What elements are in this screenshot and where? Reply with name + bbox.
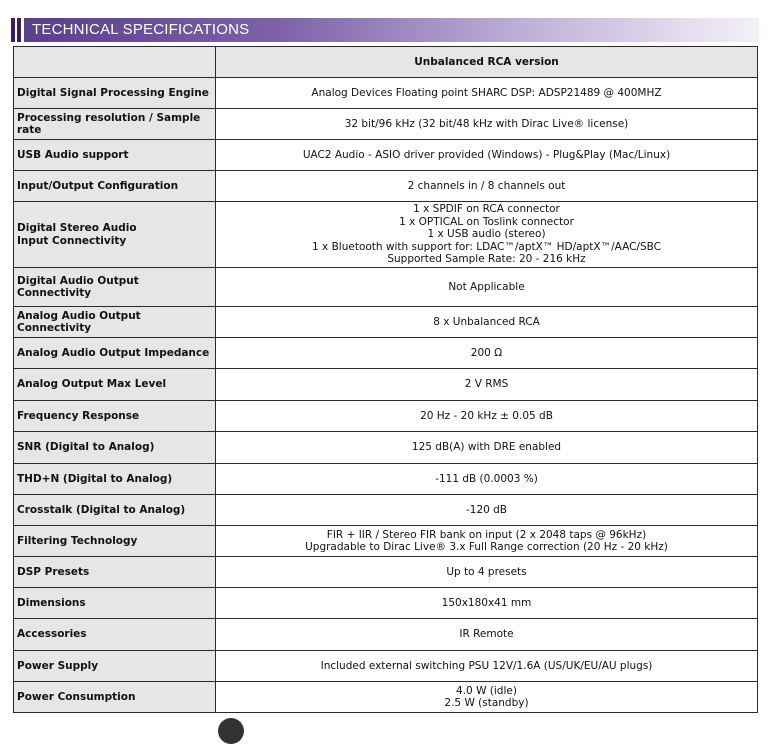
spec-label: Digital Stereo Audio Input Connectivity — [14, 202, 216, 268]
spec-row — [14, 307, 758, 338]
spec-value: FIR + IIR / Stereo FIR bank on input (2 x 2048 taps @ 96kHz) Upgradable to Dirac Live® 3.x Full Range correction (20 Hz - 20 kHz) — [216, 526, 758, 557]
spec-value: 32 bit/96 kHz (32 bit/48 kHz with Dirac Live® license) — [216, 109, 758, 140]
spec-value: 200 Ω — [216, 338, 758, 369]
spec-label: Analog Output Max Level — [14, 369, 216, 401]
spec-value: 2 channels in / 8 channels out — [216, 171, 758, 202]
page-corner-mark — [218, 718, 244, 744]
spec-label: DSP Presets — [14, 557, 216, 588]
spec-table — [13, 46, 758, 713]
spec-value: 125 dB(A) with DRE enabled — [216, 432, 758, 464]
spec-row — [14, 651, 758, 682]
spec-label: Analog Audio Output Connectivity — [14, 307, 216, 338]
spec-label: Dimensions — [14, 588, 216, 619]
spec-value: 4.0 W (idle) 2.5 W (standby) — [216, 682, 758, 713]
spec-value: Analog Devices Floating point SHARC DSP: ADSP21489 @ 400MHZ — [216, 78, 758, 109]
spec-label: USB Audio support — [14, 140, 216, 171]
spec-value: -111 dB (0.0003 %) — [216, 464, 758, 495]
spec-value: IR Remote — [216, 619, 758, 651]
spec-value: UAC2 Audio - ASIO driver provided (Windows) - Plug&Play (Mac/Linux) — [216, 140, 758, 171]
table-header-row — [14, 47, 758, 78]
spec-value: 1 x SPDIF on RCA connector 1 x OPTICAL on Toslink connector 1 x USB audio (stereo) 1 x Bluetooth with support for: LDAC™/aptX™ HD/aptX™/AAC/SBC Supported Sample Rate: 20 - 216 kHz — [216, 202, 758, 268]
spec-value: Up to 4 presets — [216, 557, 758, 588]
spec-label: Digital Signal Processing Engine — [14, 78, 216, 109]
spec-row — [14, 109, 758, 140]
spec-value: Included external switching PSU 12V/1.6A (US/UK/EU/AU plugs) — [216, 651, 758, 682]
spec-row — [14, 619, 758, 651]
spec-row — [14, 369, 758, 401]
spec-row — [14, 588, 758, 619]
spec-value: 20 Hz - 20 kHz ± 0.05 dB — [216, 401, 758, 432]
spec-label: Filtering Technology — [14, 526, 216, 557]
spec-row — [14, 401, 758, 432]
spec-row — [14, 495, 758, 526]
spec-row — [14, 78, 758, 109]
spec-label: Power Supply — [14, 651, 216, 682]
spec-label: Input/Output Configuration — [14, 171, 216, 202]
spec-label: Analog Audio Output Impedance — [14, 338, 216, 369]
spec-row — [14, 268, 758, 307]
header-empty-cell — [14, 47, 216, 78]
spec-label: Processing resolution / Sample rate — [14, 109, 216, 140]
header-accent-bar — [11, 18, 15, 42]
spec-label: Digital Audio Output Connectivity — [14, 268, 216, 307]
spec-row — [14, 171, 758, 202]
spec-row — [14, 202, 758, 268]
spec-label: Crosstalk (Digital to Analog) — [14, 495, 216, 526]
header-accent-bar — [17, 18, 21, 42]
spec-value: 2 V RMS — [216, 369, 758, 401]
version-header: Unbalanced RCA version — [216, 47, 758, 78]
spec-row — [14, 432, 758, 464]
spec-label: Accessories — [14, 619, 216, 651]
spec-value: 8 x Unbalanced RCA — [216, 307, 758, 338]
spec-value: 150x180x41 mm — [216, 588, 758, 619]
spec-row — [14, 526, 758, 557]
spec-row — [14, 464, 758, 495]
spec-label: Power Consumption — [14, 682, 216, 713]
spec-label: THD+N (Digital to Analog) — [14, 464, 216, 495]
spec-label: Frequency Response — [14, 401, 216, 432]
section-title: TECHNICAL SPECIFICATIONS — [32, 21, 250, 38]
spec-row — [14, 140, 758, 171]
section-header — [0, 14, 771, 44]
spec-row — [14, 682, 758, 713]
spec-label: SNR (Digital to Analog) — [14, 432, 216, 464]
spec-value: -120 dB — [216, 495, 758, 526]
spec-value: Not Applicable — [216, 268, 758, 307]
spec-row — [14, 557, 758, 588]
spec-row — [14, 338, 758, 369]
